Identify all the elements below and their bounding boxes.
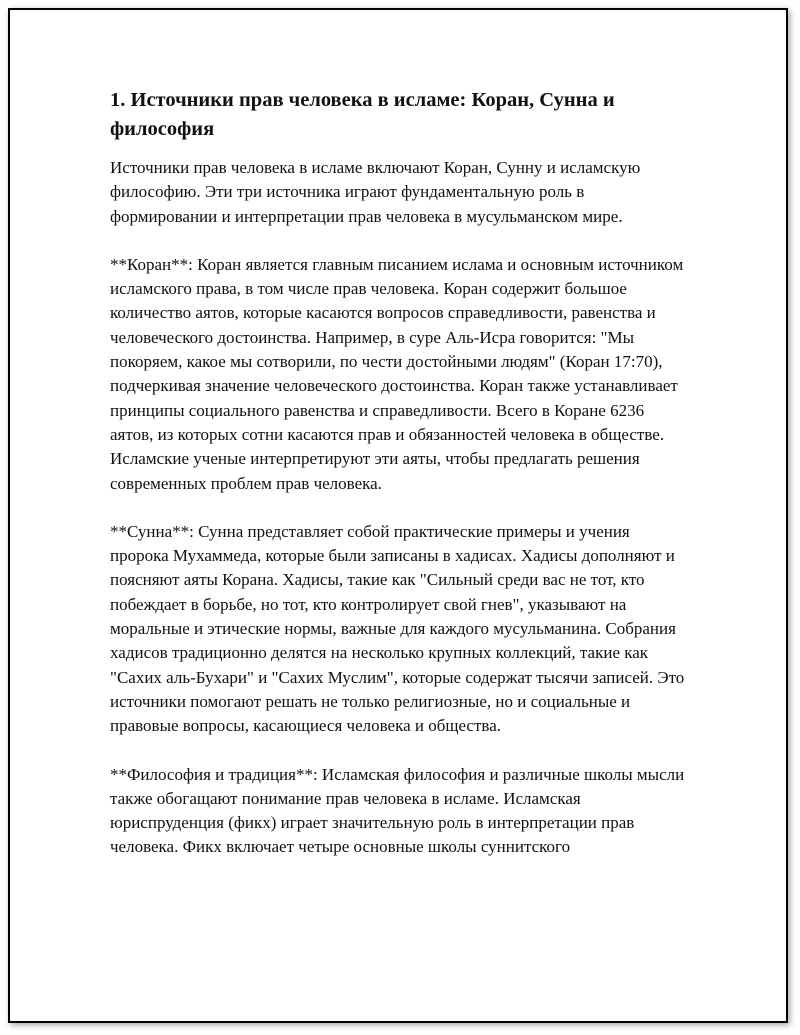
paragraph-quran: **Коран**: Коран является главным писанием ислама и основным источником исламского права, в том числе прав человека. Коран содержит большое количество аятов, которые касаются вопросов справедливости, равенства и человеческого достоинства. Например, в суре Аль-Исра говорится: "Мы покоряем, какое мы сотворили, по чести достойными людям" (Коран 17:70), подчеркивая значение человеческого достоинства. Коран также устанавливает принципы социального равенства и справедливости. Всего в Коране 6236 аятов, из которых сотни касаются прав и обязанностей человека в обществе. Исламские ученые интерпретируют эти аяты, чтобы предлагать решения современных проблем прав человека. bbox=[110, 254, 684, 493]
paragraph-philosophy: **Философия и традиция**: Исламская философия и различные школы мысли также обогащают понимание прав человека в исламе. Исламская юриспруденция (фикх) играет значительную роль в интерпретации прав человека. Фикх включает четыре основные школы суннитского bbox=[110, 764, 685, 857]
document-body bbox=[110, 86, 690, 884]
paragraph-sunnah: **Сунна**: Сунна представляет собой практические примеры и учения пророка Мухаммеда, которые были записаны в хадисах. Хадисы дополняют и поясняют аяты Корана. Хадисы, такие как "Сильный среди вас не тот, кто побеждает в борьбе, но тот, кто контролирует свой гнев", указывают на моральные и этические нормы, важные для каждого мусульманина. Собрания хадисов традиционно делятся на несколько крупных коллекций, такие как "Сахих аль-Бухари" и "Сахих Муслим", которые содержат тысячи записей. Это источники помогают решать не только религиозные, но и социальные и правовые вопросы, касающиеся человека и общества. bbox=[110, 521, 685, 736]
paragraph-intro: Источники прав человека в исламе включают Коран, Сунну и исламскую философию. Эти три источника играют фундаментальную роль в формировании и интерпретации прав человека в мусульманском мире. bbox=[110, 158, 641, 226]
section-heading: 1. Источники прав человека в исламе: Коран, Сунна и философия bbox=[110, 89, 615, 140]
